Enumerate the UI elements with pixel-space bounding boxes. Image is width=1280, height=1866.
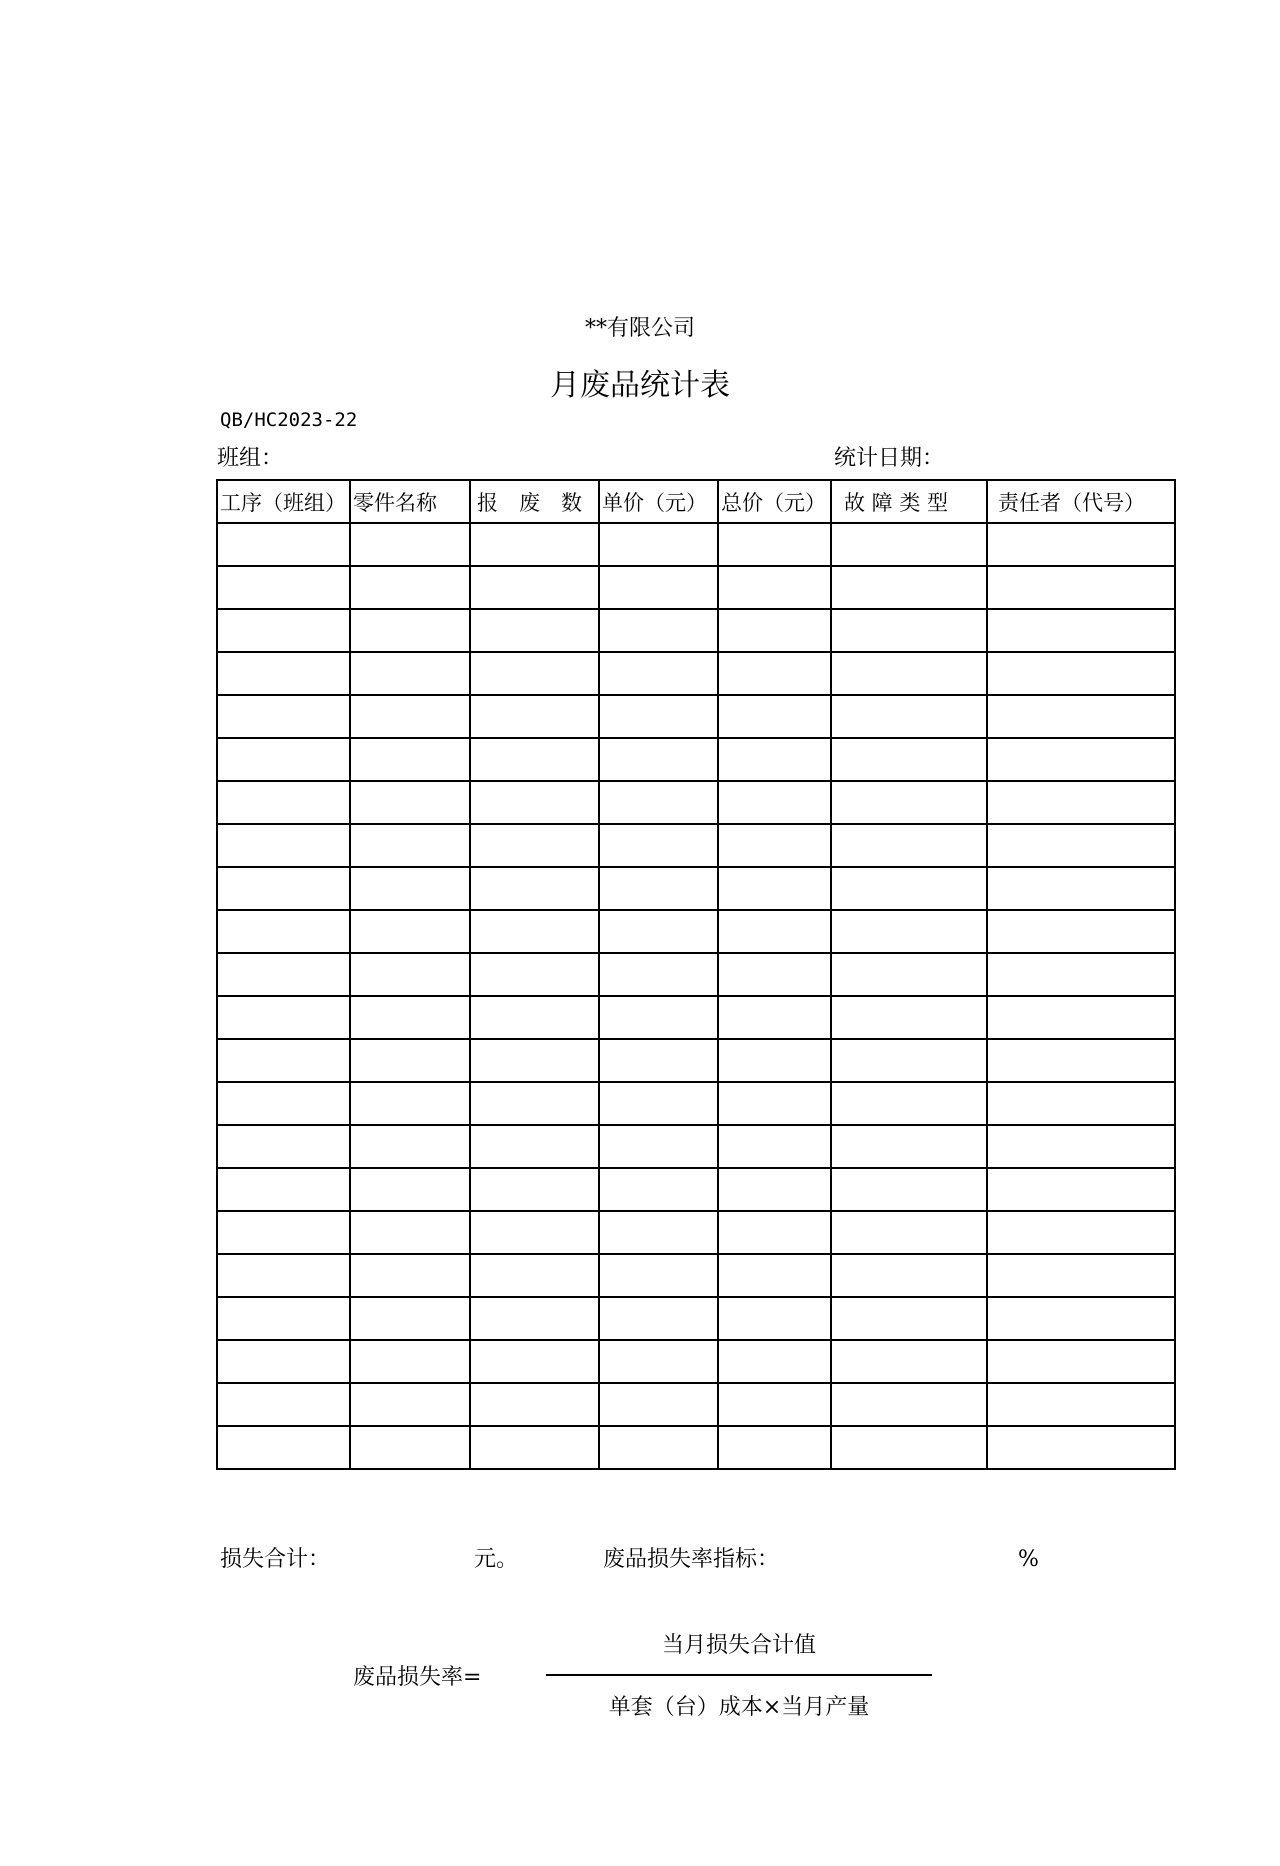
table-cell[interactable] <box>470 1125 599 1168</box>
table-cell[interactable] <box>350 695 470 738</box>
table-cell[interactable] <box>599 1039 718 1082</box>
table-row <box>217 910 1175 953</box>
col-header-process: 工序（班组） <box>217 480 350 523</box>
table-cell[interactable] <box>470 566 599 609</box>
table-cell[interactable] <box>831 1168 987 1211</box>
formula-numerator: 当月损失合计值 <box>661 1633 816 1658</box>
table-cell[interactable] <box>831 695 987 738</box>
scrap-rate-index-label: 废品损失率指标： <box>603 1547 780 1572</box>
table-cell[interactable] <box>217 910 350 953</box>
team-label: 班组： <box>217 446 284 471</box>
table-cell[interactable] <box>350 1297 470 1340</box>
table-cell[interactable] <box>831 781 987 824</box>
table-cell[interactable] <box>470 1039 599 1082</box>
table-cell[interactable] <box>831 566 987 609</box>
table-cell[interactable] <box>350 953 470 996</box>
table-cell[interactable] <box>350 1211 470 1254</box>
percent-sign: % <box>1018 1547 1039 1572</box>
table-cell[interactable] <box>831 652 987 695</box>
table-cell[interactable] <box>987 738 1175 781</box>
table-cell[interactable] <box>470 1297 599 1340</box>
table-cell[interactable] <box>987 566 1175 609</box>
table-cell[interactable] <box>987 781 1175 824</box>
table-cell[interactable] <box>470 781 599 824</box>
table-row <box>217 1039 1175 1082</box>
table-cell[interactable] <box>718 1125 831 1168</box>
table-cell[interactable] <box>470 1340 599 1383</box>
table-row <box>217 1168 1175 1211</box>
table-cell[interactable] <box>599 996 718 1039</box>
table-row <box>217 566 1175 609</box>
table-cell[interactable] <box>718 1082 831 1125</box>
table-cell[interactable] <box>599 1082 718 1125</box>
table-cell[interactable] <box>470 1254 599 1297</box>
table-cell[interactable] <box>987 1125 1175 1168</box>
table-cell[interactable] <box>987 824 1175 867</box>
table-cell[interactable] <box>350 1168 470 1211</box>
document-code: QB/HC2023-22 <box>220 409 358 431</box>
table-cell[interactable] <box>987 1297 1175 1340</box>
table-row <box>217 1297 1175 1340</box>
table-cell[interactable] <box>470 1426 599 1469</box>
formula-denominator: 单套（台）成本×当月产量 <box>608 1695 870 1720</box>
table-row <box>217 1383 1175 1426</box>
table-cell[interactable] <box>831 1254 987 1297</box>
table-cell[interactable] <box>217 695 350 738</box>
loss-total-label: 损失合计： <box>220 1547 331 1572</box>
table-cell[interactable] <box>718 738 831 781</box>
table-cell[interactable] <box>350 1082 470 1125</box>
table-row <box>217 867 1175 910</box>
table-cell[interactable] <box>987 1383 1175 1426</box>
table-cell[interactable] <box>987 1426 1175 1469</box>
table-row <box>217 781 1175 824</box>
table-cell[interactable] <box>718 652 831 695</box>
table-cell[interactable] <box>718 824 831 867</box>
table-cell[interactable] <box>718 910 831 953</box>
fraction-line <box>546 1674 932 1676</box>
col-header-total-price: 总价（元） <box>718 480 831 523</box>
table-cell[interactable] <box>470 695 599 738</box>
table-cell[interactable] <box>599 566 718 609</box>
table-cell[interactable] <box>470 1082 599 1125</box>
table-cell[interactable] <box>987 695 1175 738</box>
table-cell[interactable] <box>470 910 599 953</box>
table-cell[interactable] <box>350 1426 470 1469</box>
table-cell[interactable] <box>987 1082 1175 1125</box>
table-cell[interactable] <box>350 1383 470 1426</box>
table-cell[interactable] <box>987 1211 1175 1254</box>
table-cell[interactable] <box>987 609 1175 652</box>
table-cell[interactable] <box>470 738 599 781</box>
table-cell[interactable] <box>599 910 718 953</box>
table-cell[interactable] <box>350 1125 470 1168</box>
table-cell[interactable] <box>217 1211 350 1254</box>
table-cell[interactable] <box>599 953 718 996</box>
table-cell[interactable] <box>718 695 831 738</box>
table-cell[interactable] <box>350 523 470 566</box>
table-cell[interactable] <box>599 781 718 824</box>
table-cell[interactable] <box>987 996 1175 1039</box>
table-cell[interactable] <box>831 824 987 867</box>
form-title: 月废品统计表 <box>550 368 730 403</box>
table-cell[interactable] <box>831 1340 987 1383</box>
table-cell[interactable] <box>831 1426 987 1469</box>
table-cell[interactable] <box>217 867 350 910</box>
table-cell[interactable] <box>350 824 470 867</box>
currency-unit: 元。 <box>474 1547 519 1572</box>
table-cell[interactable] <box>217 523 350 566</box>
table-cell[interactable] <box>599 523 718 566</box>
table-cell[interactable] <box>217 1082 350 1125</box>
table-cell[interactable] <box>217 1125 350 1168</box>
table-cell[interactable] <box>599 1211 718 1254</box>
table-cell[interactable] <box>599 1297 718 1340</box>
table-cell[interactable] <box>831 1125 987 1168</box>
table-cell[interactable] <box>718 1426 831 1469</box>
col-header-scrap-qty: 报 废 数 <box>470 480 599 523</box>
table-cell[interactable] <box>470 996 599 1039</box>
table-cell[interactable] <box>350 867 470 910</box>
col-header-part-name: 零件名称 <box>350 480 470 523</box>
table-cell[interactable] <box>831 1297 987 1340</box>
scrap-statistics-table <box>216 479 1176 1470</box>
table-cell[interactable] <box>831 738 987 781</box>
table-cell[interactable] <box>217 1297 350 1340</box>
table-cell[interactable] <box>470 953 599 996</box>
table-cell[interactable] <box>599 867 718 910</box>
table-row <box>217 1426 1175 1469</box>
formula-label: 废品损失率= <box>353 1665 482 1690</box>
table-cell[interactable] <box>350 566 470 609</box>
table-cell[interactable] <box>599 1383 718 1426</box>
col-header-responsible: 责任者（代号） <box>987 480 1175 523</box>
table-cell[interactable] <box>217 824 350 867</box>
table-cell[interactable] <box>350 1340 470 1383</box>
table-cell[interactable] <box>217 609 350 652</box>
table-cell[interactable] <box>217 1383 350 1426</box>
table-row <box>217 1125 1175 1168</box>
table-cell[interactable] <box>470 1168 599 1211</box>
table-cell[interactable] <box>217 738 350 781</box>
table-row <box>217 738 1175 781</box>
table-row <box>217 609 1175 652</box>
table-cell[interactable] <box>217 652 350 695</box>
table-cell[interactable] <box>599 652 718 695</box>
table-cell[interactable] <box>599 1426 718 1469</box>
table-cell[interactable] <box>599 1125 718 1168</box>
table-cell[interactable] <box>470 652 599 695</box>
table-row <box>217 1254 1175 1297</box>
table-cell[interactable] <box>350 652 470 695</box>
table-cell[interactable] <box>831 910 987 953</box>
table-cell[interactable] <box>987 867 1175 910</box>
table-row <box>217 1211 1175 1254</box>
table-row <box>217 1082 1175 1125</box>
table-cell[interactable] <box>718 781 831 824</box>
table-cell[interactable] <box>718 1340 831 1383</box>
table-cell[interactable] <box>350 609 470 652</box>
table-cell[interactable] <box>470 1211 599 1254</box>
table-row <box>217 695 1175 738</box>
table-cell[interactable] <box>599 609 718 652</box>
table-cell[interactable] <box>831 1082 987 1125</box>
table-cell[interactable] <box>217 1340 350 1383</box>
table-cell[interactable] <box>470 609 599 652</box>
table-cell[interactable] <box>470 824 599 867</box>
table-cell[interactable] <box>987 523 1175 566</box>
table-cell[interactable] <box>470 1383 599 1426</box>
table-cell[interactable] <box>599 1340 718 1383</box>
stat-date-label: 统计日期： <box>834 446 945 471</box>
table-cell[interactable] <box>217 1254 350 1297</box>
table-cell[interactable] <box>831 1383 987 1426</box>
table-cell[interactable] <box>350 1039 470 1082</box>
table-cell[interactable] <box>599 695 718 738</box>
table-cell[interactable] <box>718 1039 831 1082</box>
table-cell[interactable] <box>599 824 718 867</box>
table-cell[interactable] <box>470 867 599 910</box>
table-cell[interactable] <box>599 1168 718 1211</box>
table-cell[interactable] <box>217 953 350 996</box>
table-cell[interactable] <box>718 1254 831 1297</box>
table-cell[interactable] <box>831 609 987 652</box>
col-header-fault-type: 故 障 类 型 <box>831 480 987 523</box>
table-cell[interactable] <box>217 996 350 1039</box>
table-body <box>217 523 1175 1469</box>
table-cell[interactable] <box>217 566 350 609</box>
table-cell[interactable] <box>599 738 718 781</box>
table-cell[interactable] <box>350 738 470 781</box>
table-cell[interactable] <box>718 953 831 996</box>
table-cell[interactable] <box>987 1039 1175 1082</box>
table-cell[interactable] <box>987 652 1175 695</box>
table-cell[interactable] <box>718 609 831 652</box>
table-cell[interactable] <box>718 1211 831 1254</box>
table-cell[interactable] <box>217 781 350 824</box>
table-cell[interactable] <box>350 781 470 824</box>
table-row <box>217 953 1175 996</box>
table-cell[interactable] <box>831 1211 987 1254</box>
table-cell[interactable] <box>718 996 831 1039</box>
col-header-unit-price: 单价（元） <box>599 480 718 523</box>
table-cell[interactable] <box>599 1254 718 1297</box>
table-cell[interactable] <box>987 910 1175 953</box>
table-cell[interactable] <box>831 523 987 566</box>
table-cell[interactable] <box>718 566 831 609</box>
table-cell[interactable] <box>718 1168 831 1211</box>
table-cell[interactable] <box>831 953 987 996</box>
table-cell[interactable] <box>987 1254 1175 1297</box>
table-cell[interactable] <box>718 523 831 566</box>
table-cell[interactable] <box>350 996 470 1039</box>
table-cell[interactable] <box>831 996 987 1039</box>
company-name: **有限公司 <box>584 316 695 341</box>
table-cell[interactable] <box>718 867 831 910</box>
table-header-row <box>217 480 1175 523</box>
table-cell[interactable] <box>987 1340 1175 1383</box>
table-cell[interactable] <box>217 1426 350 1469</box>
table-cell[interactable] <box>987 1168 1175 1211</box>
table-cell[interactable] <box>718 1297 831 1340</box>
table-cell[interactable] <box>350 910 470 953</box>
table-cell[interactable] <box>831 1039 987 1082</box>
table-cell[interactable] <box>350 1254 470 1297</box>
table-row <box>217 1340 1175 1383</box>
table-cell[interactable] <box>470 523 599 566</box>
table-row <box>217 996 1175 1039</box>
table-cell[interactable] <box>217 1168 350 1211</box>
table-cell[interactable] <box>217 1039 350 1082</box>
table-row <box>217 523 1175 566</box>
table-cell[interactable] <box>718 1383 831 1426</box>
table-row <box>217 824 1175 867</box>
table-cell[interactable] <box>987 953 1175 996</box>
table-cell[interactable] <box>831 867 987 910</box>
table-row <box>217 652 1175 695</box>
